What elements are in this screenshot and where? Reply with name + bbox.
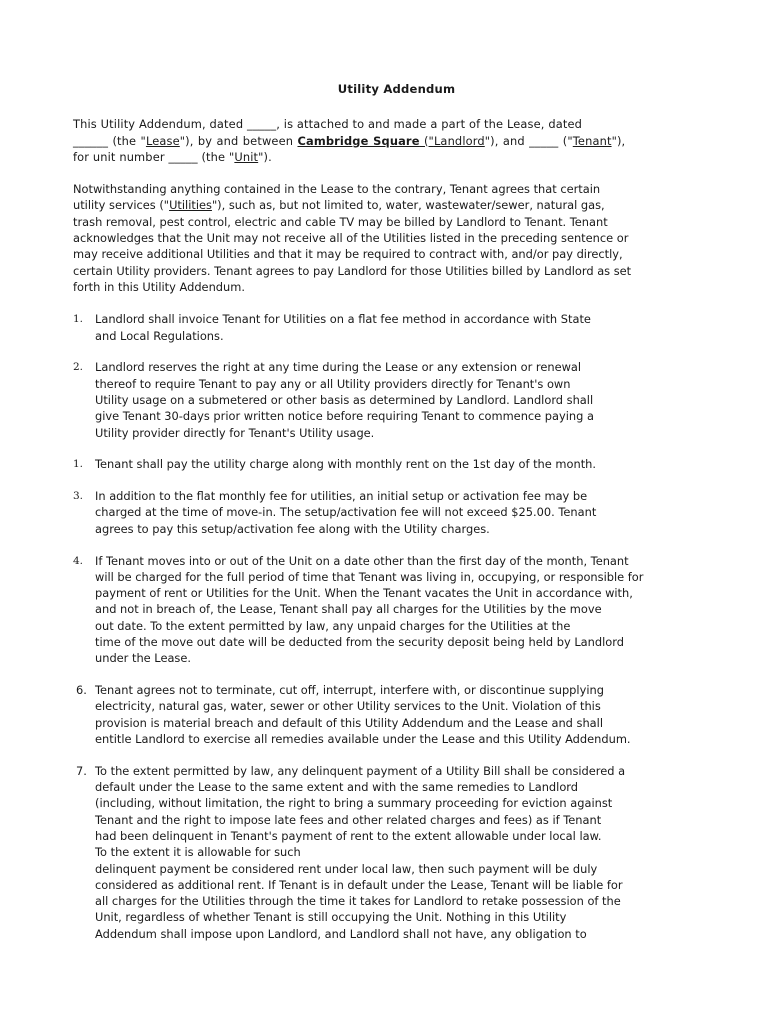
- paragraph-line: trash removal, pest control, electric and cable TV may be billed by Landlord to Tenant. Tenant: [73, 214, 608, 229]
- date-blank: _____: [246, 117, 277, 132]
- clause-line: Landlord reserves the right at any time during the Lease or any extension or renewal: [95, 360, 582, 375]
- intro-text: This Utility Addendum, dated: [73, 117, 247, 132]
- clause-number: 3.: [73, 490, 84, 503]
- intro-text: "),: [611, 133, 626, 148]
- clause-line: under the Lease.: [95, 651, 191, 666]
- clause-line: thereof to require Tenant to pay any or all Utility providers directly for Tenant's own: [95, 376, 571, 391]
- clause-item: [73, 553, 700, 667]
- clause-line: Utility usage on a submetered or other basis as determined by Landlord. Landlord shall: [95, 392, 594, 407]
- lease-term: Lease: [145, 133, 180, 148]
- clause-line: considered as additional rent. If Tenant is in default under the Lease, Tenant will be liable for: [95, 877, 623, 892]
- clause-text: [95, 553, 700, 667]
- document-title: Utility Addendum: [337, 82, 456, 96]
- intro-text: , is attached to and made a part of the Lease, dated: [276, 117, 582, 132]
- clause-line: Tenant agrees not to terminate, cut off, interrupt, interfere with, or discontinue supplying: [95, 683, 604, 698]
- clause-line: will be charged for the full period of time that Tenant was living in, occupying, or responsible for: [95, 569, 644, 584]
- clause-item: [73, 763, 700, 942]
- clause-line: electricity, natural gas, water, sewer or other Utility services to the Unit. Violation of this: [95, 699, 601, 714]
- clause-line: default under the Lease to the same extent and with the same remedies to Landlord: [95, 780, 578, 795]
- clause-number: 4.: [73, 554, 84, 567]
- clause-line: all charges for the Utilities through the time it takes for Landlord to retake possession of the: [95, 894, 621, 909]
- intro-text: for unit number: [73, 149, 169, 164]
- clause-item: [73, 488, 700, 537]
- clause-line: Landlord shall invoice Tenant for Utilities on a flat fee method in accordance with State: [95, 312, 591, 327]
- intro-paragraph: [73, 116, 700, 165]
- clause-item: [73, 359, 700, 440]
- clause-line: charged at the time of move-in. The setup/activation fee will not exceed $25.00. Tenant: [95, 505, 597, 520]
- paragraph-line: forth in this Utility Addendum.: [73, 279, 245, 294]
- intro-text: ").: [258, 149, 272, 164]
- clause-line: and not in breach of, the Lease, Tenant shall pay all charges for the Utilities by the move: [95, 602, 602, 617]
- intro-text: (": [558, 133, 573, 148]
- clause-text: [95, 456, 700, 472]
- paragraph-line: [73, 197, 700, 213]
- clause-line: In addition to the flat monthly fee for utilities, an initial setup or activation fee may be: [95, 489, 588, 504]
- clause-number: 7.: [76, 763, 87, 778]
- intro-line-3: [73, 149, 700, 165]
- intro-line-1: [73, 116, 700, 132]
- unit-number-blank: _____: [168, 149, 198, 164]
- clause-line: time of the move out date will be deducted from the security deposit being held by Landlord: [95, 635, 624, 650]
- clause-text: [95, 311, 700, 344]
- notwithstanding-paragraph: [73, 181, 700, 295]
- clause-item: [73, 456, 700, 472]
- paragraph-text: utility services (": [73, 198, 170, 213]
- clause-item: [73, 682, 700, 747]
- lease-date-blank: ______: [73, 133, 109, 148]
- clause-line: Addendum shall impose upon Landlord, and Landlord shall not have, any obligation to: [95, 926, 587, 941]
- landlord-term: Landlord: [433, 133, 485, 148]
- clause-text: [95, 763, 700, 942]
- paragraph-text: "), such as, but not limited to, water, wastewater/sewer, natural gas,: [211, 198, 605, 213]
- clause-line: payment of rent or Utilities for the Unit. When the Tenant vacates the Unit in accordance with,: [95, 586, 633, 601]
- paragraph-line: may receive additional Utilities and that it may be required to contract with, and/or pay directly,: [73, 247, 623, 262]
- clause-line: delinquent payment be considered rent under local law, then such payment will be duly: [95, 861, 598, 876]
- paragraph-line: acknowledges that the Unit may not receive all of the Utilities listed in the preceding sentence or: [73, 231, 629, 246]
- tenant-name-blank: _____: [529, 133, 559, 148]
- clause-line: out date. To the extent permitted by law, any unpaid charges for the Utilities at the: [95, 618, 571, 633]
- intro-text: "), by and between: [179, 133, 298, 148]
- clause-line: and Local Regulations.: [95, 328, 224, 343]
- clause-line: (including, without limitation, the right to bring a summary proceeding for eviction against: [95, 796, 613, 811]
- clause-number: 1.: [73, 458, 84, 471]
- clause-number: 1.: [73, 313, 84, 326]
- intro-text: (the ": [197, 149, 235, 164]
- unit-term: Unit: [234, 149, 259, 164]
- clause-number: 6.: [76, 683, 87, 698]
- landlord-name: Cambridge Square: [297, 133, 420, 148]
- clause-line: had been delinquent in Tenant's payment of rent to the extent allowable under local law.: [95, 828, 602, 843]
- clause-line: To the extent permitted by law, any delinquent payment of a Utility Bill shall be considered a: [95, 763, 626, 778]
- clause-line: give Tenant 30-days prior written notice before requiring Tenant to commence paying a: [95, 409, 594, 424]
- clause-text: [95, 488, 700, 537]
- clause-line: To the extent it is allowable for such: [95, 845, 301, 860]
- clause-line: Tenant shall pay the utility charge along with monthly rent on the 1st day of the month.: [95, 457, 596, 472]
- utilities-term: Utilities: [169, 198, 212, 213]
- clause-number: 2.: [73, 361, 84, 374]
- paragraph-line: certain Utility providers. Tenant agrees to pay Landlord for those Utilities billed by Landlord as set: [73, 263, 632, 278]
- clause-text: [95, 682, 700, 747]
- intro-line-2: [73, 133, 700, 149]
- intro-text: (the ": [108, 133, 146, 148]
- intro-text: (": [419, 133, 434, 148]
- clause-line: entitle Landlord to exercise all remedies available under the Lease and this Utility Addendum.: [95, 732, 631, 746]
- clause-line: Unit, regardless of whether Tenant is still occupying the Unit. Nothing in this Utility: [95, 910, 567, 925]
- clause-line: Utility provider directly for Tenant's Utility usage.: [95, 425, 375, 440]
- clause-list: [73, 311, 700, 942]
- clause-line: Tenant and the right to impose late fees and other related charges and fees) as if Tenant: [95, 812, 602, 827]
- tenant-term: Tenant: [572, 133, 612, 148]
- clause-line: agrees to pay this setup/activation fee along with the Utility charges.: [95, 521, 490, 536]
- paragraph-line: Notwithstanding anything contained in the Lease to the contrary, Tenant agrees that certain: [73, 182, 601, 197]
- intro-text: "), and: [484, 133, 530, 148]
- clause-text: [95, 359, 700, 440]
- clause-line: provision is material breach and default of this Utility Addendum and the Lease and shall: [95, 715, 603, 730]
- clause-item: [73, 311, 700, 344]
- clause-line: If Tenant moves into or out of the Unit on a date other than the first day of the month, Tenant: [95, 553, 629, 568]
